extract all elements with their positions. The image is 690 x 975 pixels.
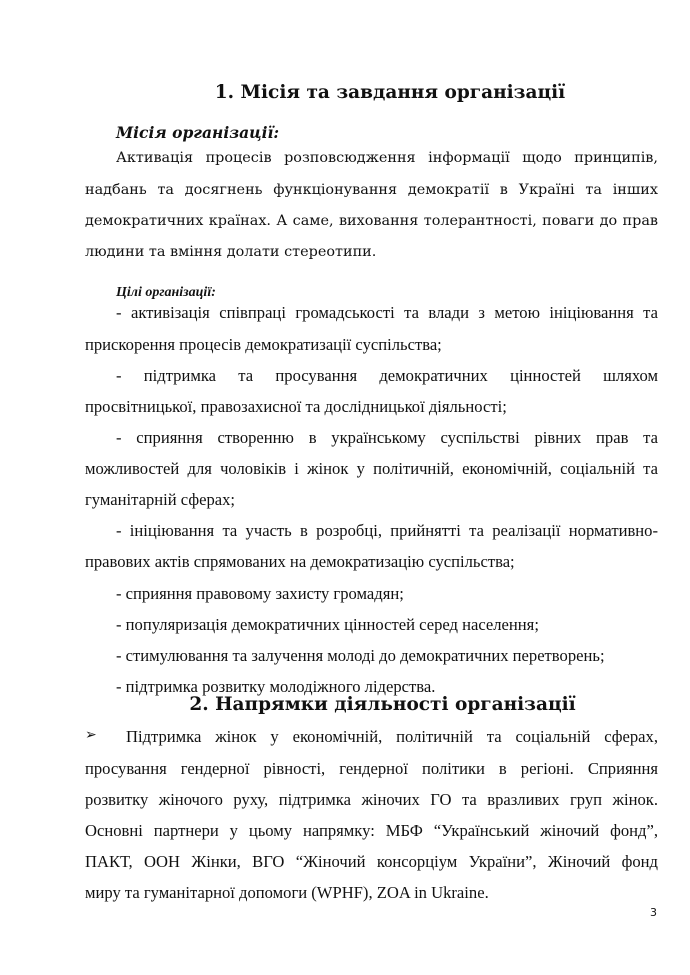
section-1-title: 1. Місія та завдання організації xyxy=(214,82,566,103)
mission-line: надбань та досягнень функціонування демократії в Україні та інших xyxy=(85,182,658,198)
goal-line: - підтримка та просування демократичних цінностей шляхом xyxy=(116,366,658,385)
direction-line: ПАКТ, ООН Жінки, ВГО “Жіночий консорціум України”, Жіночий фонд xyxy=(85,852,658,871)
goal-line: прискорення процесів демократизації суспільства; xyxy=(85,335,442,354)
section-2-title: 2. Напрямки діяльності організації xyxy=(189,694,576,715)
goal-line: - підтримка розвитку молодіжного лідерства. xyxy=(116,677,436,696)
direction-line: Основні партнери у цьому напрямку: МБФ “Український жіночий фонд”, xyxy=(85,821,658,840)
goal-line: можливостей для чоловіків і жінок у політичній, економічній, соціальній та xyxy=(85,459,658,478)
direction-line: просування гендерної рівності, гендерної політики в регіоні. Сприяння xyxy=(85,759,658,778)
page-number: 3 xyxy=(650,906,657,919)
goal-line: - сприяння правовому захисту громадян; xyxy=(116,584,404,603)
mission-line: людини та вміння долати стереотипи. xyxy=(85,244,377,260)
goal-line: - ініціювання та участь в розробці, прийнятті та реалізації нормативно- xyxy=(116,521,658,540)
goal-line: правових актів спрямованих на демократизацію суспільства; xyxy=(85,552,515,571)
goal-line: - сприяння створенню в українському суспільстві рівних прав та xyxy=(116,428,658,447)
goal-line: - активізація співпраці громадськості та влади з метою ініціювання та xyxy=(116,303,658,322)
goals-heading: Цілі організації: xyxy=(116,285,216,300)
direction-line: розвитку жіночого руху, підтримка жіночих ГО та вразливих груп жінок. xyxy=(85,790,658,809)
direction-line: Підтримка жінок у економічній, політичній та соціальній сферах, xyxy=(126,727,658,746)
direction-line: миру та гуманітарної допомоги (WPHF), ZOA in Ukraine. xyxy=(85,883,489,902)
goal-line: гуманітарній сферах; xyxy=(85,490,236,509)
mission-line: демократичних країнах. А саме, виховання толерантності, поваги до прав xyxy=(85,213,658,229)
mission-heading: Місія організації: xyxy=(116,123,280,142)
goal-line: - популяризація демократичних цінностей серед населення; xyxy=(116,615,539,634)
goal-line: - стимулювання та залучення молоді до демократичних перетворень; xyxy=(116,646,605,665)
goal-line: просвітницької, правозахисної та дослідницької діяльності; xyxy=(85,397,507,416)
mission-line: Активація процесів розповсюдження інформації щодо принципів, xyxy=(116,150,658,166)
arrow-bullet-icon: ➢ xyxy=(85,727,97,743)
